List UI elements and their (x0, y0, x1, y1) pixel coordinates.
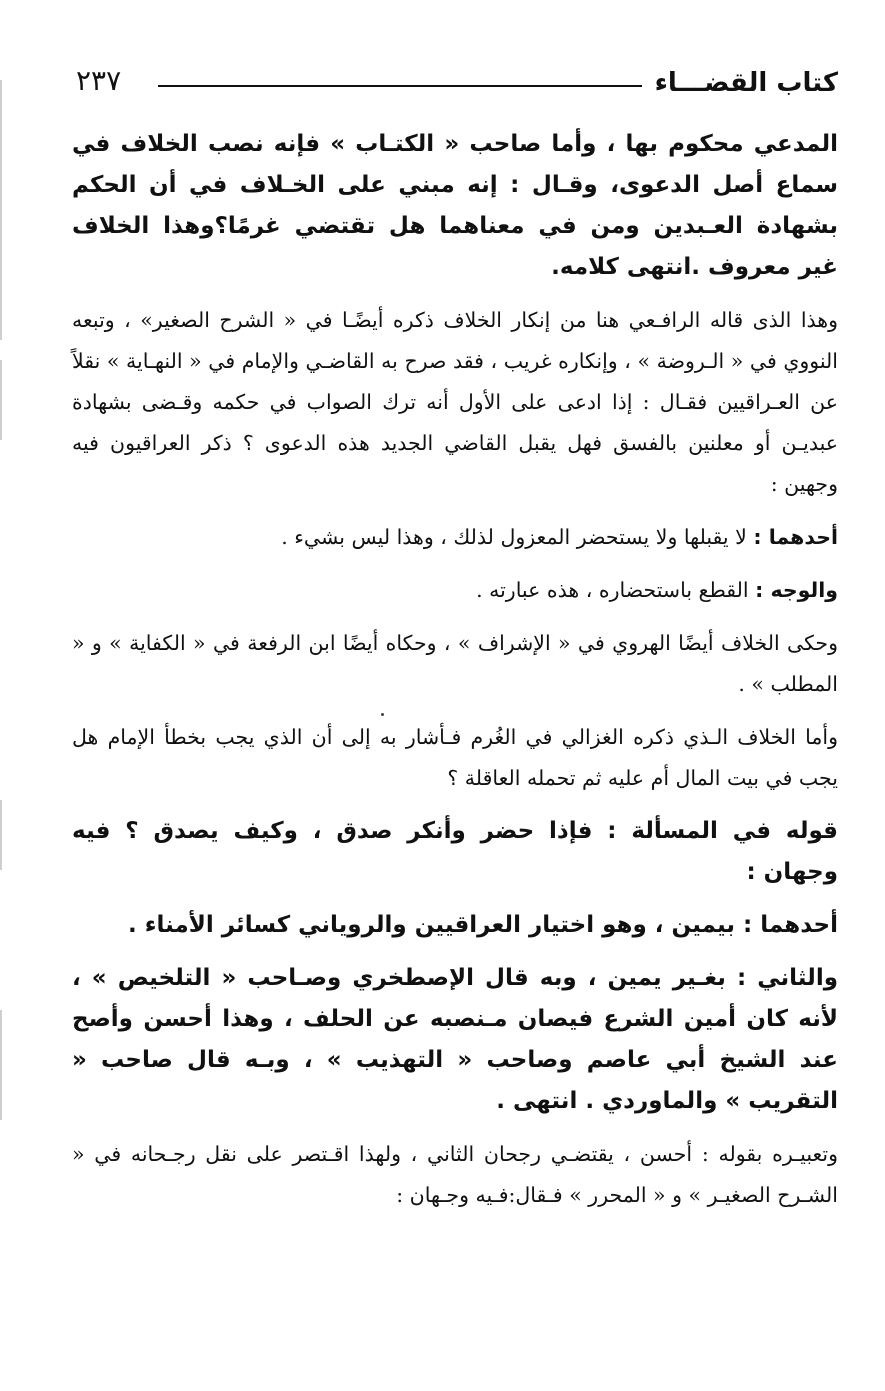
paragraph-text: وهذا الذى قاله الرافـعي هنا من إنكار الخلاف ذكره أيضًـا في « الشرح الصغير» ، وتبعه النووي في « الـروضة » ، وإنكاره غريب ، فقد صرح به القاضـي والإمام في « النهـاية » نقلاً عن العـراقيين فقـال : إذا ادعى على الأول أنه ترك الصواب في حكمه وقـضى بشهادة عبديـن أو معلنين بالفسق فهل يقبل القاضي الجديد هذه الدعوى ؟ ذكر العراقيون فيه وجهين : (72, 308, 838, 496)
scan-edge-mark (0, 360, 2, 440)
page-number: ٢٣٧ (76, 64, 122, 97)
scan-edge-mark (0, 1010, 2, 1120)
paragraph-text: المدعي محكوم بها ، وأما صاحب « الكتـاب » فإنه نصب الخلاف في سماع أصل الدعوى، وقـال : إنه مبني على الخـلاف في أن الحكم بشهادة العـبدين ومن في معناهما هل تقتضي غرمًا؟وهذا الخلاف غير معروف .انتهى كلامه. (72, 131, 838, 280)
paragraph-text: القطع باستحضاره ، هذه عبارته . (476, 578, 756, 602)
paragraph-text: لا يقبلها ولا يستحضر المعزول لذلك ، وهذا ليس بشيء . (281, 525, 754, 549)
paragraph (72, 717, 838, 799)
page-body (72, 124, 838, 1216)
paragraph-bold (72, 811, 838, 893)
paragraph-text: قوله في المسألة : فإذا حضر وأنكر صدق ، وكيف يصدق ؟ فيه وجهان : (72, 818, 838, 885)
scan-edge-mark (0, 80, 2, 340)
paragraph (72, 623, 838, 705)
scan-edge-mark (0, 800, 2, 870)
paragraph (72, 570, 838, 611)
paragraph (72, 1134, 838, 1216)
paragraph-text: والثاني : بغـير يمين ، وبه قال الإصطخري وصـاحب « التلخيص » ، لأنه كان أمين الشرع فيصان مـنصبه عن الحلف ، وهذا أحسن وأصح عند الشيخ أبي عاصم وصاحب « التهذيب » ، وبـه قال صاحب « التقريب » والماوردي . انتهى . (72, 965, 838, 1114)
paragraph-lead: والوجه : (755, 578, 838, 602)
running-title: كتاب القضـــاء (654, 68, 838, 98)
paragraph-text: أحدهما : بيمين ، وهو اختيار العراقيين والروياني كسائر الأمناء . (127, 912, 838, 938)
paragraph-bold (72, 905, 838, 946)
paragraph (72, 517, 838, 558)
paragraph-text: وتعبيـره بقوله : أحسن ، يقتضـي رجحان الثاني ، ولهذا اقـتصر على نقل رجـحانه في « الشـرح الصغيـر » و « المحرر » فـقال:فـيه وجـهان : (72, 1142, 838, 1207)
paragraph-text: وأما الخلاف الـذي ذكره الغزالي في الغُرم فـأشار به إلى أن الذي يجب بخطأ الإمام هل يجب في بيت المال أم عليه ثم تحمله العاقلة ؟ (72, 725, 838, 790)
paragraph-bold (72, 958, 838, 1122)
page-header (72, 64, 838, 108)
header-rule (158, 85, 642, 87)
stray-ink-dot (381, 713, 384, 716)
paragraph-text: وحكى الخلاف أيضًا الهروي في « الإشراف » ، وحكاه أيضًا ابن الرفعة في « الكفاية » و « المطلب » . (72, 631, 838, 696)
paragraph-bold (72, 124, 838, 288)
paragraph-lead: أحدهما : (753, 525, 838, 549)
paragraph (72, 300, 838, 505)
